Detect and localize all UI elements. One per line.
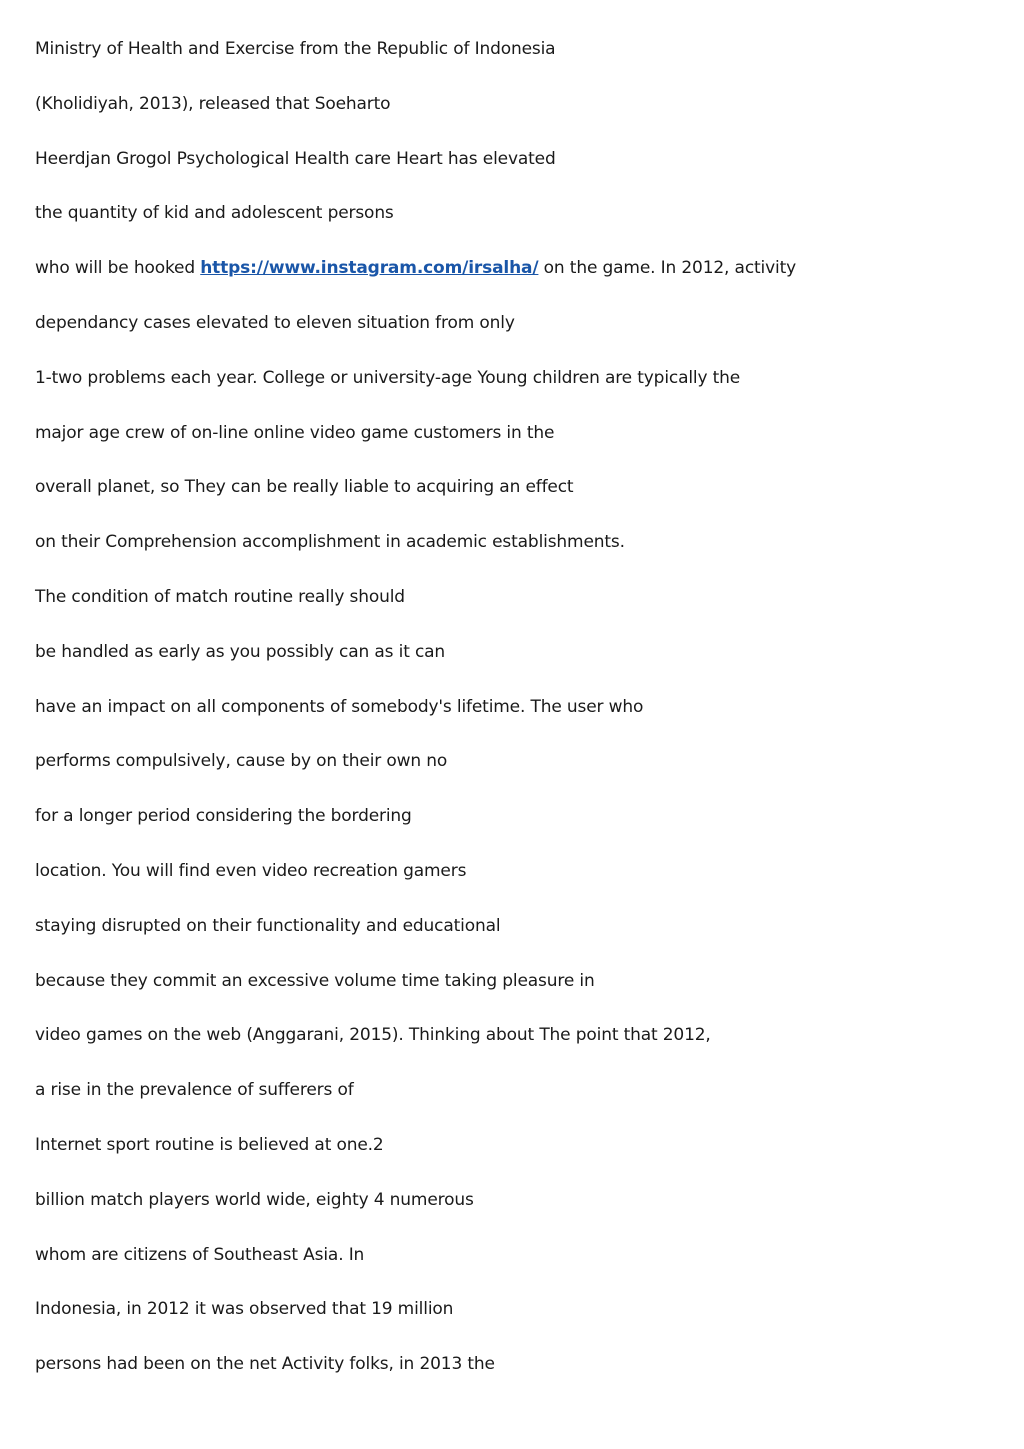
text-line: the quantity of kid and adolescent persons: [35, 203, 394, 224]
text-line: location. You will find even video recreation gamers: [35, 860, 467, 881]
text-line-with-link: [35, 257, 995, 279]
text-line: (Kholidiyah, 2013), released that Soeharto: [35, 93, 391, 114]
text-segment: on the game. In 2012, activity: [538, 258, 797, 279]
text-line: Ministry of Health and Exercise from the Republic of Indonesia: [35, 39, 556, 59]
document-body: [35, 38, 995, 1408]
text-line: whom are citizens of Southeast Asia. In: [35, 1244, 365, 1265]
text-line: persons had been on the net Activity folks, in 2013 the: [35, 1354, 495, 1375]
text-line: Heerdjan Grogol Psychological Health care Heart has elevated: [35, 148, 556, 169]
text-line: be handled as early as you possibly can as it can: [35, 641, 446, 662]
text-line: Internet sport routine is believed at one.2: [35, 1134, 384, 1155]
text-line: a rise in the prevalence of sufferers of: [35, 1080, 354, 1101]
text-line: performs compulsively, cause by on their own no: [35, 751, 448, 772]
text-line: for a longer period considering the bordering: [35, 806, 412, 827]
text-line: overall planet, so They can be really liable to acquiring an effect: [35, 477, 574, 498]
text-line: Indonesia, in 2012 it was observed that 19 million: [35, 1299, 454, 1320]
instagram-link[interactable]: https://www.instagram.com/irsalha/: [200, 258, 539, 279]
text-segment: who will be hooked: [35, 258, 201, 279]
text-line: because they commit an excessive volume time taking pleasure in: [35, 970, 595, 991]
text-line: major age crew of on-line online video game customers in the: [35, 422, 555, 443]
text-line: The condition of match routine really should: [35, 586, 405, 607]
text-line: have an impact on all components of somebody's lifetime. The user who: [35, 696, 644, 717]
text-line: 1-two problems each year. College or university-age Young children are typically the: [35, 367, 741, 388]
text-line: staying disrupted on their functionality and educational: [35, 915, 501, 936]
text-line: on their Comprehension accomplishment in academic establishments.: [35, 532, 625, 553]
text-line: video games on the web (Anggarani, 2015). Thinking about The point that 2012,: [35, 1025, 711, 1046]
text-line: dependancy cases elevated to eleven situation from only: [35, 312, 515, 333]
text-line: billion match players world wide, eighty 4 numerous: [35, 1189, 474, 1210]
